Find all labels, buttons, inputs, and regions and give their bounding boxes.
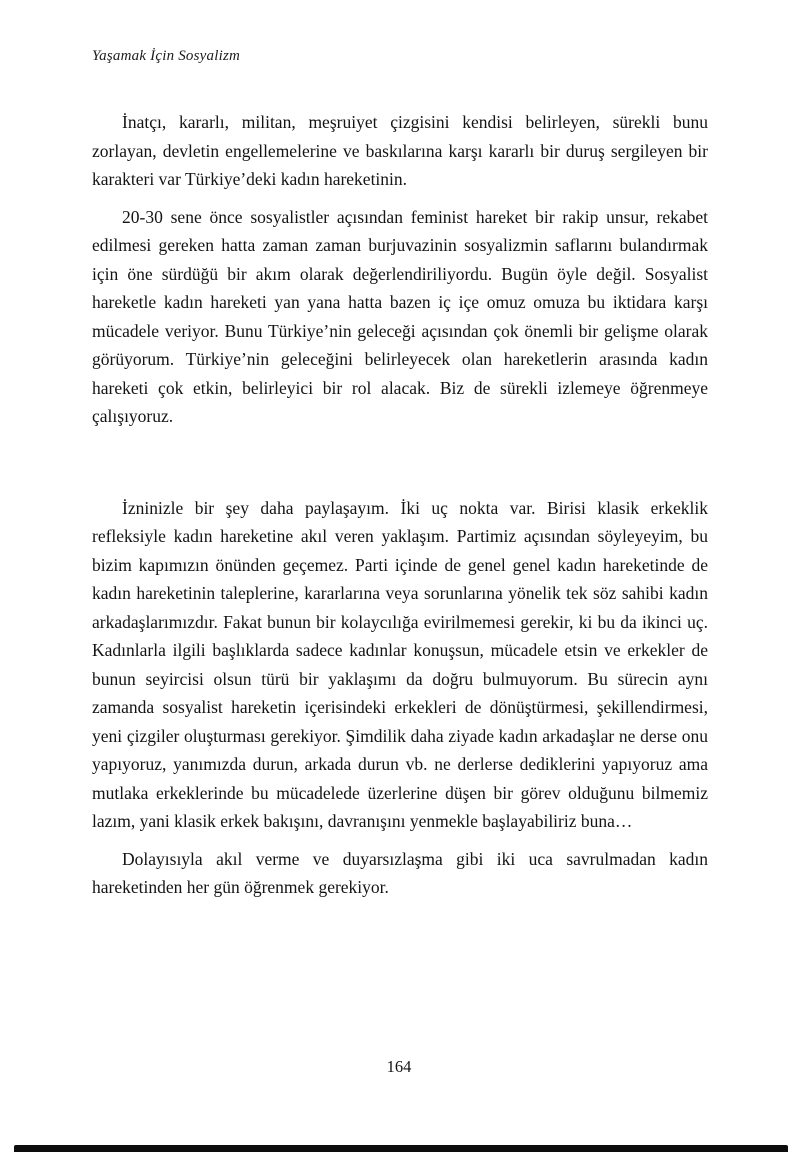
scan-edge-shadow: [14, 1145, 788, 1152]
running-header: Yaşamak İçin Sosyalizm: [92, 48, 241, 64]
paragraph: Dolayısıyla akıl verme ve duyarsızlaşma gibi iki uca savrulmadan kadın hareketinden her gün öğrenmek gerekiyor.: [92, 848, 708, 897]
paragraph: İzninizle bir şey daha paylaşayım. İki uç nokta var. Birisi klasik erkeklik refleksiyle kadın hareketine akıl veren yaklaşım. Partimiz açısından söyleyeyim, bu bizim kapımızın önünden geçemez. Parti içinde de genel genel kadın hareketinde de kadın hareketinin taleplerine, kararlarına veya sorunlarına yönelik tek söz sahibi kadın arkadaşlarımızdır. Fakat bunun bir kolaycılığa evirilmemesi gerekir, ki bu da ikinci uç. Kadınlarla ilgili başlıklarda sadece kadınlar konuşsun, mücadele etsin ve erkekler de bunun seyircisi olsun türü bir yaklaşımı da doğru bulmuyorum. Bu sürecin aynı zamanda sosyalist hareketin içerisindeki erkekleri de dönüştürmesi, şekillendirmesi, yeni çizgiler oluşturması gerekiyor. Şimdilik daha ziyade kadın arkadaşlar ne derse onu yapıyoruz, yanımızda durun, arkada durun vb. ne derlerse dediklerini yapıyoruz ama mutlaka erkeklerinde bu mücadelede üzerlerine düşen bir görev olduğunu bilmemiz lazım, yani klasik erkek bakışını, davranışını yenmekle başlayabiliriz buna…: [92, 497, 708, 831]
paragraph: 20-30 sene önce sosyalistler açısından feminist hareket bir rakip unsur, rekabet edilmesi gereken hatta zaman zaman burjuvazinin sosyalizmin saflarını bulandırmak için öne sürdüğü bir akım olarak değerlendiriliyordu. Bugün öyle değil. Sosyalist hareketle kadın hareketi yan yana hatta bazen iç içe omuz omuza bu iktidara karşı mücadele veriyor. Bunu Türkiye’nin geleceği açısından çok önemli bir gelişme olarak görüyorum. Türkiye’nin geleceğini belirleyecek olan hareketlerin arasında kadın hareketi çok etkin, belirleyici bir rol alacak. Biz de sürekli izlemeye öğrenmeye çalışıyoruz.: [92, 206, 708, 426]
paragraph: İnatçı, kararlı, militan, meşruiyet çizgisini kendisi belirleyen, sürekli bunu zorlayan, devletin engellemelerine ve baskılarına karşı kararlı bir duruş sergileyen bir karakteri var Türkiye’deki kadın hareketinin.: [92, 112, 708, 189]
body-text: [92, 108, 708, 911]
page-number: 164: [386, 1057, 412, 1076]
